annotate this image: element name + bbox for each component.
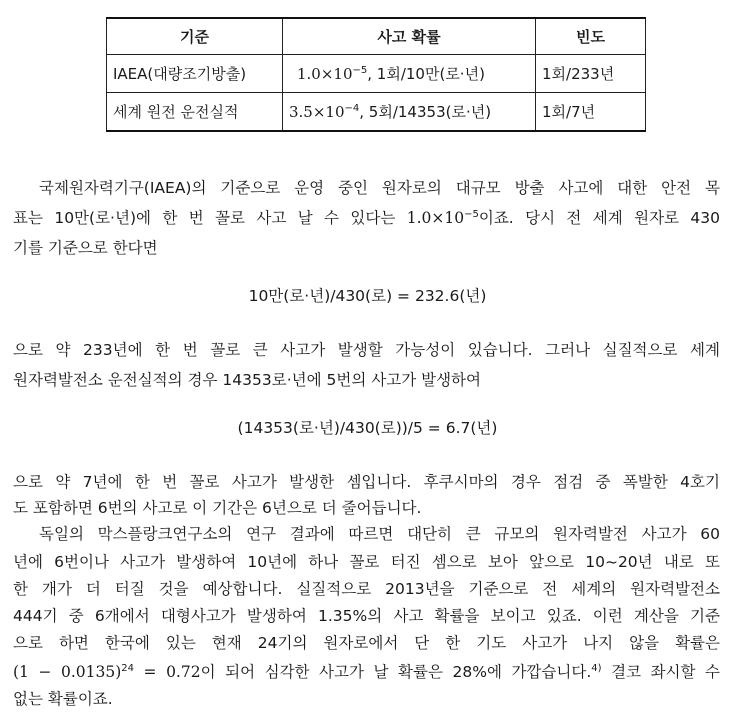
paragraph-2-line-1: 으로 약 233년에 한 번 꼴로 큰 사고가 발생할 가능성이 있습니다. 그러나 실질적으로 세계 (13, 341, 720, 359)
paragraph-1-line-2 (13, 203, 720, 233)
text-run: 이죠. 당시 전 세계 원자로 430 (478, 209, 720, 227)
paragraph-4-line-5: 으로 하면 한국에 있는 현재 24기의 원자로에서 단 한 기도 사고가 나지 않을 확률은 (13, 634, 720, 652)
accident-probability-table (106, 17, 646, 132)
footnote-marker: 4) (591, 663, 602, 674)
paragraph-1-line-3: 기를 기준으로 한다면 (13, 239, 158, 257)
row-criterion: IAEA(대량조기방출) (107, 55, 283, 93)
times-sign: ×10 (320, 65, 353, 83)
paragraph-4-line-6 (13, 657, 720, 687)
header-criterion: 기준 (107, 18, 283, 55)
math-run: = 0.72 (134, 663, 201, 681)
paragraph-3-line-2: 도 포함하면 6번의 사고로 이 기간은 6년으로 더 줄어듭니다. (13, 499, 422, 517)
paragraph-2-line-2: 원자력발전소 운전실적의 경우 14353로·년에 5번의 사고가 발생하여 (13, 371, 481, 389)
paragraph-4-line-3: 한 개가 더 터질 것을 예상합니다. 실질적으로 2013년을 기준으로 전 세계의 원자력발전소 (13, 580, 720, 598)
equation-1: 10만(로·년)/430(로) = 232.6(년) (248, 287, 487, 305)
header-frequency: 빈도 (536, 18, 646, 55)
table-header-row (107, 18, 646, 55)
table-row (107, 93, 646, 132)
row-probability (283, 93, 536, 132)
header-probability: 사고 확률 (283, 18, 536, 55)
paragraph-4-line-7: 없는 확률이죠. (13, 690, 113, 708)
math-run: (1 − 0.0135) (13, 663, 122, 681)
row-criterion: 세계 원전 운전실적 (107, 93, 283, 132)
math-run: 1.0×10 (406, 209, 465, 227)
text-run: 표는 10만(로·년)에 한 번 꼴로 사고 날 수 있다는 (13, 209, 407, 227)
row-probability (283, 55, 536, 93)
exponent: 24 (121, 663, 134, 674)
equation-2: (14353(로·년)/430(로))/5 = 6.7(년) (237, 419, 498, 437)
text-run: 결코 좌시할 수 (601, 663, 720, 681)
text-run: 이 되어 심각한 사고가 날 확률은 28%에 가깝습니다. (200, 663, 592, 681)
prob-rest: , 1회/10만(로·년) (367, 65, 485, 83)
row-frequency: 1회/7년 (536, 93, 646, 132)
prob-exp: −4 (344, 103, 360, 114)
exponent: −5 (464, 209, 479, 220)
prob-exp: −5 (352, 65, 368, 76)
paragraph-4-line-4: 444기 중 6개에서 대형사고가 발생하여 1.35%의 사고 확률을 보이고 있죠. 이런 계산을 기준 (13, 607, 720, 625)
row-frequency: 1회/233년 (536, 55, 646, 93)
paragraph-1-line-1: 국제원자력기구(IAEA)의 기준으로 운영 중인 원자로의 대규모 방출 사고에 대한 안전 목 (39, 179, 720, 197)
times-sign: ×10 (312, 103, 345, 121)
paragraph-4-line-1: 독일의 막스플랑크연구소의 연구 결과에 따르면 대단히 큰 규모의 원자력발전 사고가 60 (39, 525, 720, 543)
paragraph-3-line-1: 으로 약 7년에 한 번 꼴로 사고가 발생한 셈입니다. 후쿠시마의 경우 점검 중 폭발한 4호기 (13, 473, 720, 491)
prob-coef: 1.0 (297, 65, 321, 83)
paragraph-4-line-2: 년에 6번이나 사고가 발생하여 10년에 하나 꼴로 터진 셈으로 보아 앞으로 10~20년 내로 또 (13, 553, 720, 571)
prob-rest: , 5회/14353(로·년) (359, 103, 492, 121)
prob-coef: 3.5 (289, 103, 313, 121)
table-row (107, 55, 646, 93)
